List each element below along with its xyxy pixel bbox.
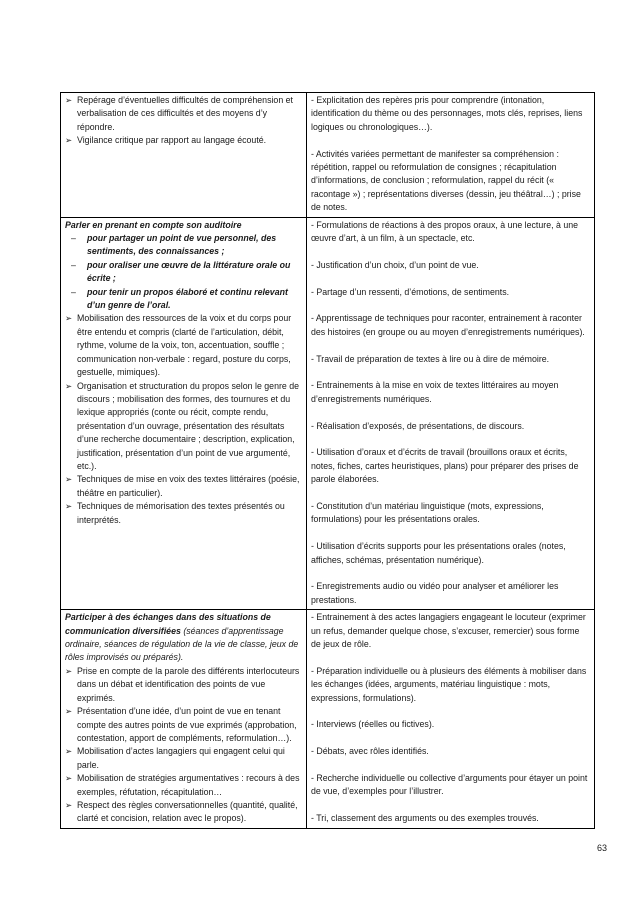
list-item: ➢ Techniques de mise en voix des textes littéraires (poésie, théâtre en particulier). (65, 474, 300, 498)
row2-right-cell (307, 217, 595, 610)
list-item: ➢ Prise en compte de la parole des différents interlocuteurs dans un débat et identification des points de vue exprimés. (65, 665, 300, 703)
arrow-bullet-icon: ➢ (65, 773, 73, 784)
activity-item: - Formulations de réactions à des propos oraux, à une lecture, à une œuvre d’art, à un film, à un spectacle, etc. (311, 219, 578, 244)
activity-item: - Enregistrements audio ou vidéo pour analyser et améliorer les prestations. (311, 581, 559, 605)
competences-table (60, 92, 595, 829)
activity-item: - Explicitation des repères pris pour comprendre (intonation, identification du thème ou des personnages, mots clés, reprises, liens logiques ou chronologiques…). (311, 95, 583, 132)
row1-right-cell (307, 93, 595, 218)
activity-item: - Utilisation d’écrits supports pour les présentations orales (notes, affiches, schémas, présentation numérique). (311, 541, 566, 565)
activity-item: - Justification d’un choix, d’un point de vue. (311, 259, 479, 270)
activity-item: - Tri, classement des arguments ou des exemples trouvés. (311, 813, 539, 824)
list-item: ➢ Vigilance critique par rapport au langage écouté. (65, 134, 303, 147)
activity-item: - Constitution d’un matériau linguistique (mots, expressions, formulations) pour les présentations orales. (311, 501, 544, 525)
activity-item: - Recherche individuelle ou collective d’arguments pour étayer un point de vue, d’exemples pour l’illustrer. (311, 773, 588, 797)
activity-item: - Entrainements à la mise en voix de textes littéraires au moyen d’enregistrements numériques. (311, 380, 559, 404)
arrow-bullet-icon: ➢ (65, 380, 73, 391)
dash-item: – pour oraliser une œuvre de la littérature orale ou écrite ; (71, 259, 291, 284)
list-item: ➢ Présentation d’une idée, d’un point de vue en tenant compte des autres points de vue exprimés (approbation, contestation, apport de compléments, reformulation…). (65, 706, 297, 743)
arrow-bullet-icon: ➢ (65, 799, 73, 810)
table-row (61, 93, 595, 218)
arrow-bullet-icon: ➢ (65, 313, 73, 324)
row3-right-cell (307, 610, 595, 829)
activity-item: - Travail de préparation de textes à lire ou à dire de mémoire. (311, 353, 550, 364)
list-item: ➢ Respect des règles conversationnelles (quantité, qualité, clarté et concision, relation avec le propos). (65, 799, 298, 824)
list-item: ➢ Mobilisation d’actes langagiers qui engagent celui qui parle. (65, 746, 285, 770)
activity-item: - Partage d’un ressenti, d’émotions, de sentiments. (311, 286, 510, 297)
arrow-bullet-icon: ➢ (65, 501, 73, 512)
list-item: ➢ Repérage d’éventuelles difficultés de compréhension et verbalisation de ces difficultés et des moyens d’y répondre. (65, 95, 293, 132)
page-number: 63 (596, 843, 607, 853)
table-row (61, 610, 595, 829)
activity-item: - Préparation individuelle ou à plusieurs des éléments à mobiliser dans les échanges (idées, arguments, matériau linguistique : mots, expressions, formulations). (311, 665, 587, 703)
activity-item: - Réalisation d’exposés, de présentations, de discours. (311, 420, 525, 431)
arrow-bullet-icon: ➢ (65, 706, 73, 717)
list-item: ➢ Mobilisation des ressources de la voix et du corps pour être entendu et compris (clarté de l’articulation, débit, rythme, volume de la voix, ton, accentuation, souffle ; communication non-verbale : regard, posture du corps, gestuelle, mimiques). (65, 313, 292, 378)
arrow-bullet-icon: ➢ (65, 474, 73, 485)
row1-left-cell (61, 93, 307, 218)
row2-left-cell (61, 217, 307, 610)
arrow-bullet-icon: ➢ (65, 746, 73, 757)
activity-item: - Interviews (réelles ou fictives). (311, 719, 435, 730)
table-row (61, 217, 595, 610)
list-item: ➢ Organisation et structuration du propos selon le genre de discours ; mobilisation des formes, des tournures et du lexique appropriés (conte ou récit, compte rendu, présentation d’un ouvrage, présentation des résultats d’une recherche documentaire ; description, explication, justification, présentation d’un point de vue argumenté, etc.). (65, 380, 300, 471)
section-heading: Parler en prenant en compte son auditoire (65, 219, 242, 230)
activity-item: - Apprentissage de techniques pour raconter, entrainement à raconter des histoires (en groupe ou au moyen d’enregistrements numériques). (311, 313, 585, 337)
arrow-bullet-icon: ➢ (65, 95, 73, 105)
section-heading-note: (séances d’apprentissage ordinaire, séances de régulation de la vie de classe, jeux de rôles improvisés ou préparés). (65, 625, 299, 663)
row3-left-cell (61, 610, 307, 829)
list-item: ➢ Techniques de mémorisation des textes présentés ou interprétés. (65, 501, 285, 525)
list-item: ➢ Mobilisation de stratégies argumentatives : recours à des exemples, réfutation, récapitulation… (65, 773, 300, 797)
activity-item: - Entrainement à des actes langagiers engageant le locuteur (exprimer un refus, demander quelque chose, s’excuser, remercier) sous forme de jeux de rôle. (311, 612, 586, 650)
arrow-bullet-icon: ➢ (65, 665, 73, 676)
arrow-bullet-icon: ➢ (65, 135, 73, 146)
activity-item: - Débats, avec rôles identifiés. (311, 746, 429, 757)
activity-item: - Utilisation d’oraux et d’écrits de travail (brouillons oraux et écrits, notes, fiches, cartes heuristiques, plans) pour préparer des prises de parole élaborées. (311, 447, 579, 485)
section-heading: Participer à des échanges dans des situations de communication diversifiées (séances d’apprentissage ordinaire, séances de régulation de la vie de classe, jeux de rôles improvisés ou préparés). (65, 612, 299, 663)
dash-item: – pour partager un point de vue personnel, des sentiments, des connaissances ; (71, 233, 277, 257)
activity-item: - Activités variées permettant de manifester sa compréhension : répétition, rappel ou reformulation de consignes ; récapitulation d’informations, de conclusion ; reformulation, rappel du récit (« racontage ») ; représentations diverses (dessin, jeu théâtral…) ; prise de notes. (311, 148, 581, 213)
dash-item: – pour tenir un propos élaboré et continu relevant d’un genre de l’oral. (71, 286, 288, 311)
